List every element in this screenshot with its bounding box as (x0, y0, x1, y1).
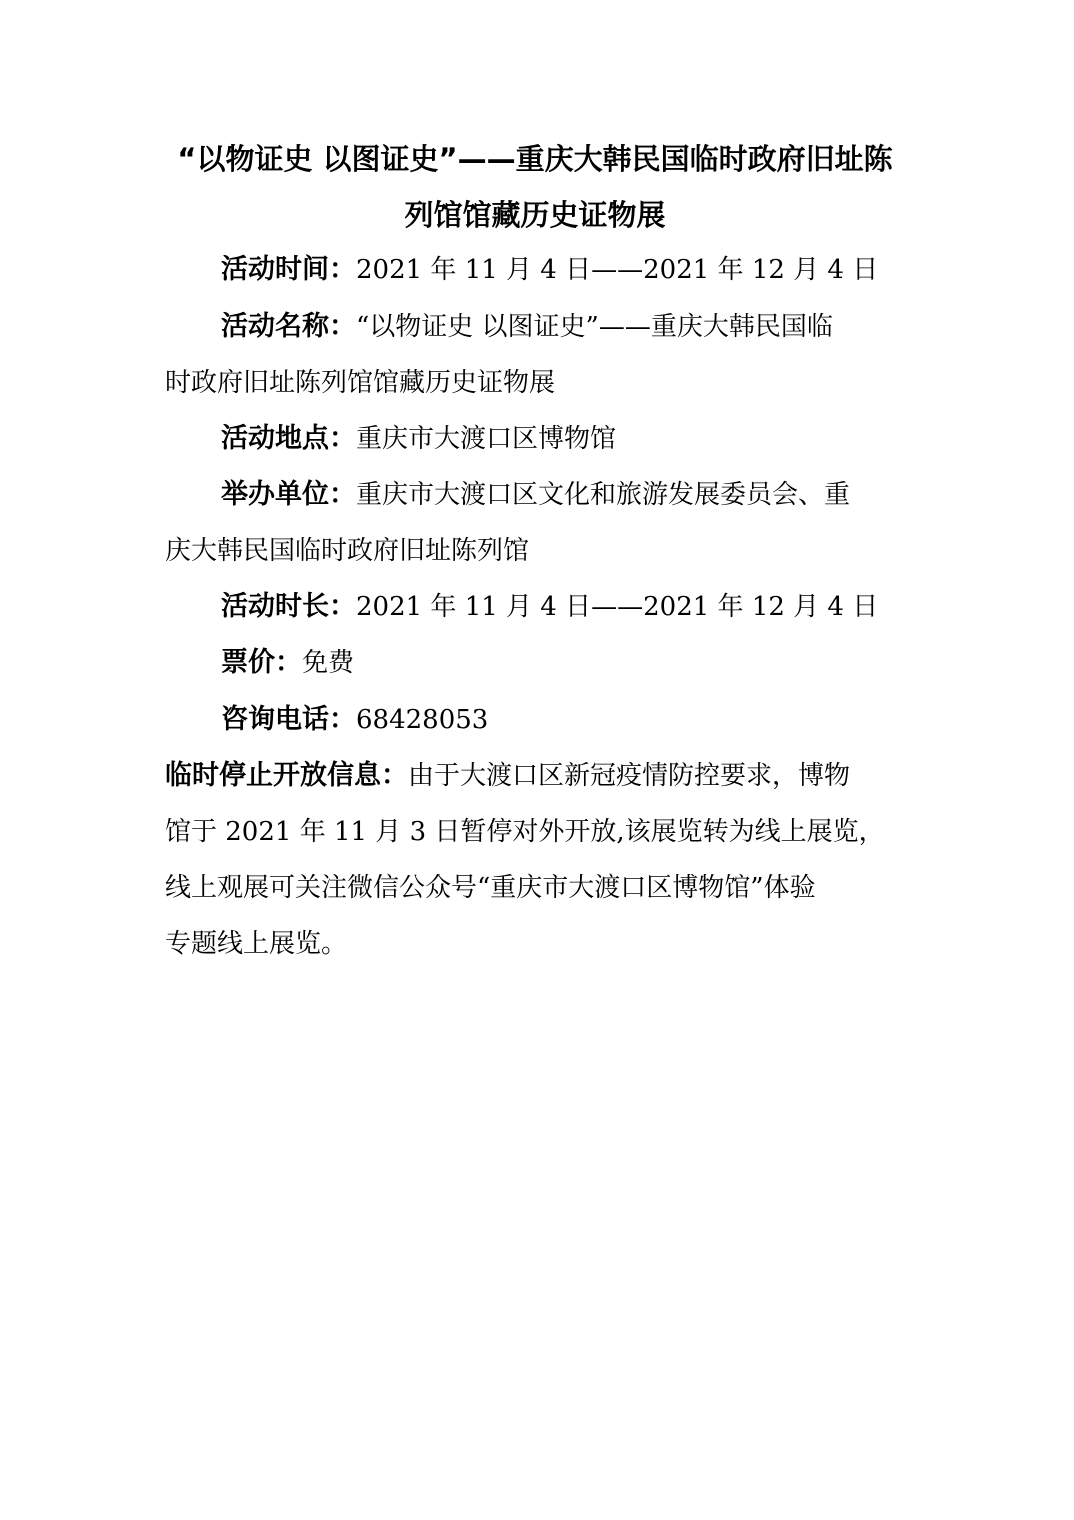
closure-notice-value-line-1: 由于大渡口区新冠疫情防控要求，博物 (408, 761, 851, 791)
closure-notice-label: 临时停止开放信息： (165, 760, 408, 791)
activity-location-value: 重庆市大渡口区博物馆 (356, 424, 617, 454)
activity-duration-value: 2021 年 11 月 4 日——2021 年 12 月 4 日 (356, 592, 879, 622)
closure-notice-value-line-4: 专题线上展览。 (165, 929, 348, 959)
activity-time-label: 活动时间： (221, 254, 356, 285)
activity-name-value-line-1: “以物证史 以图证史”——重庆大韩民国临 (356, 312, 833, 342)
ticket-price-label: 票价： (221, 647, 302, 678)
organizer-value-line-2: 庆大韩民国临时政府旧址陈列馆 (165, 536, 530, 566)
closure-notice-value-line-3: 线上观展可关注微信公众号“重庆市大渡口区博物馆”体验 (165, 873, 816, 903)
organizer-value-line-1: 重庆市大渡口区文化和旅游发展委员会、重 (356, 480, 851, 510)
activity-name-value-line-2: 时政府旧址陈列馆馆藏历史证物展 (165, 368, 556, 398)
activity-duration-label: 活动时长： (221, 591, 356, 622)
activity-time-value: 2021 年 11 月 4 日——2021 年 12 月 4 日 (356, 255, 879, 285)
document-title-line-1: “以物证史 以图证史”——重庆大韩民国临时政府旧址陈 (177, 142, 893, 176)
phone-value: 68428053 (356, 705, 489, 735)
closure-notice-value-line-2: 馆于 2021 年 11 月 3 日暂停对外开放,该展览转为线上展览， (165, 817, 885, 847)
organizer-label: 举办单位： (221, 479, 356, 510)
phone-label: 咨询电话： (221, 704, 356, 735)
ticket-price-value: 免费 (302, 648, 355, 678)
document-title-line-2: 列馆馆藏历史证物展 (404, 198, 666, 232)
activity-location-label: 活动地点： (221, 423, 356, 454)
activity-name-label: 活动名称： (221, 311, 356, 342)
